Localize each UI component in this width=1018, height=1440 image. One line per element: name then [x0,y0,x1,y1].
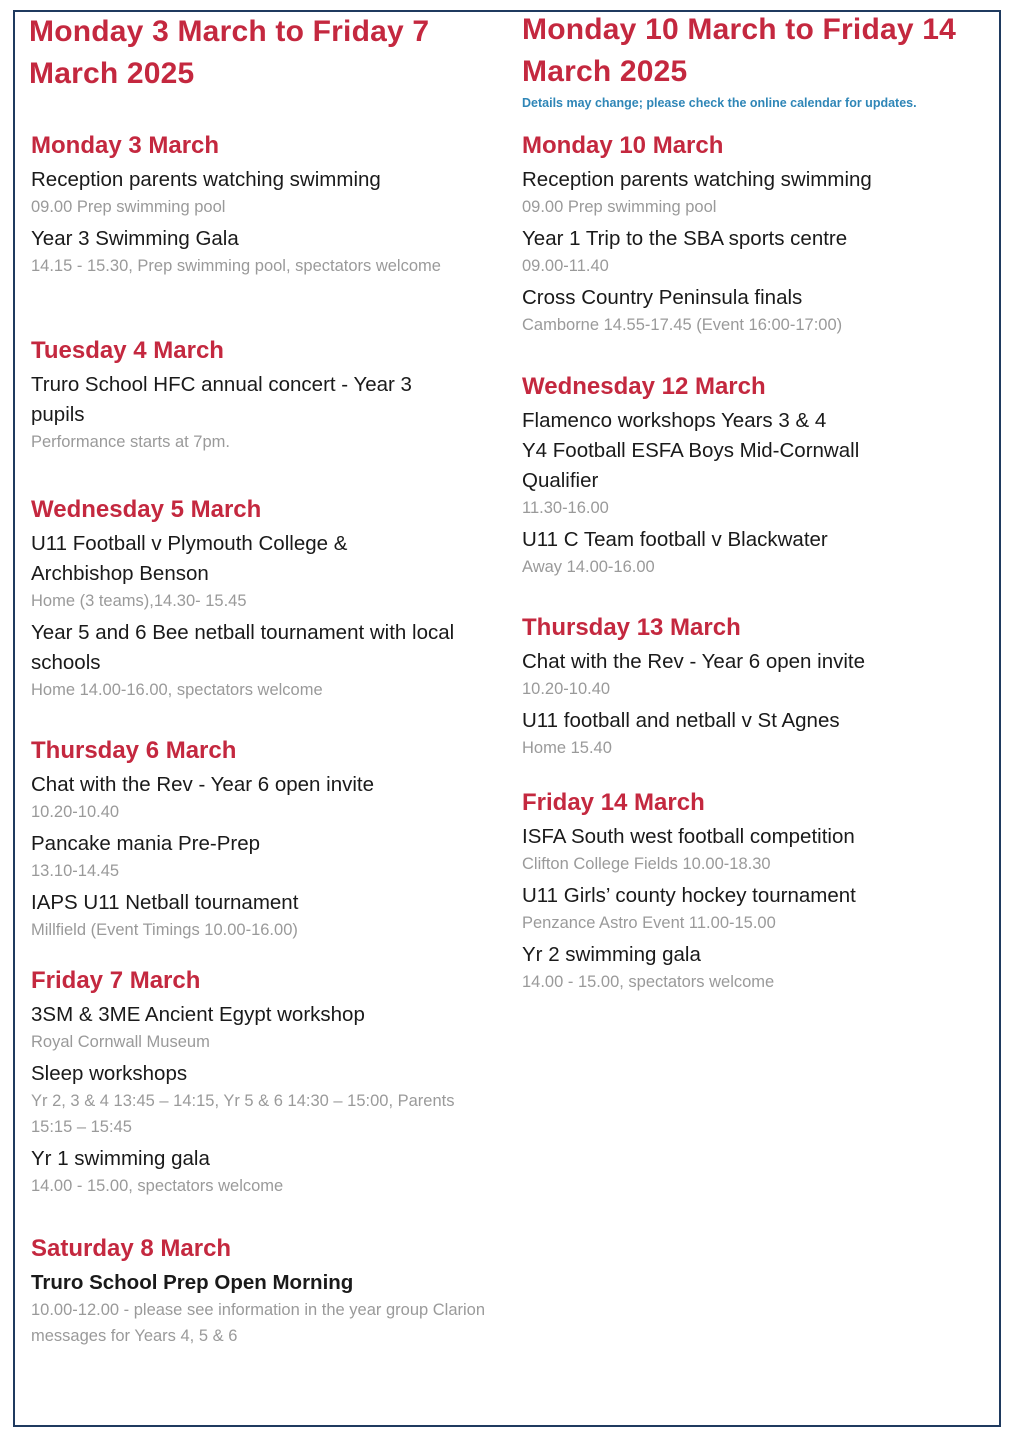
event-detail: Yr 2, 3 & 4 13:45 – 14:15, Yr 5 & 6 14:30 – 15:00, Parents 15:15 – 15:45 [31,1092,455,1136]
event-item [31,224,493,279]
event-item [31,1059,493,1140]
event-title: Reception parents watching swimming [31,168,381,191]
event-title: Y4 Football ESFA Boys Mid-Cornwall Qualifier [522,439,860,492]
event-item [522,647,992,702]
day-tuesday-4 [31,336,493,459]
event-detail: Royal Cornwall Museum [31,1033,210,1051]
event-title: IAPS U11 Netball tournament [31,891,299,914]
event-title: Year 5 and 6 Bee netball tournament with local schools [31,621,455,674]
calendar-note: Details may change; please check the online calendar for updates. [522,96,917,110]
day-friday-14 [522,788,992,999]
day-thursday-13 [522,613,992,765]
event-detail: Home (3 teams),14.30- 15.45 [31,592,247,610]
event-item [31,1000,493,1055]
event-title: U11 football and netball v St Agnes [522,709,840,732]
event-detail: Performance starts at 7pm. [31,433,230,451]
event-title: Cross Country Peninsula finals [522,286,803,309]
event-item [31,165,493,220]
event-detail: 11.30-16.00 [522,499,609,517]
day-heading: Friday 7 March [31,967,201,994]
day-wednesday-5 [31,495,493,707]
event-item [522,940,992,995]
event-item [522,436,992,521]
event-detail: Clifton College Fields 10.00-18.30 [522,855,771,873]
event-item [31,888,493,943]
event-title: Pancake mania Pre-Prep [31,832,261,855]
day-thursday-6 [31,736,493,947]
event-title: U11 Football v Plymouth College & Archbishop Benson [31,532,348,585]
event-item [522,822,992,877]
event-title: U11 C Team football v Blackwater [522,528,828,551]
event-item [31,529,493,614]
event-item [31,618,493,703]
event-item [522,881,992,936]
event-detail: 09.00 Prep swimming pool [522,198,717,216]
day-heading: Saturday 8 March [31,1235,232,1262]
event-title: Yr 2 swimming gala [522,943,701,966]
event-title: Year 1 Trip to the SBA sports centre [522,227,848,250]
day-wednesday-12 [522,372,992,584]
day-heading: Monday 3 March [31,132,220,159]
week-title: Monday 3 March to Friday 7 March 2025 [29,15,430,90]
event-detail: Home 15.40 [522,739,612,757]
event-detail: Away 14.00-16.00 [522,558,655,576]
event-item [522,525,992,580]
event-title: Flamenco workshops Years 3 & 4 [522,409,827,432]
day-friday-7 [31,966,493,1203]
day-saturday-8 [31,1234,493,1353]
event-detail: 14.00 - 15.00, spectators welcome [522,973,775,991]
event-title: Yr 1 swimming gala [31,1147,210,1170]
event-title: Chat with the Rev - Year 6 open invite [31,773,375,796]
event-item [522,165,992,220]
event-detail: 10.20-10.40 [31,803,120,821]
event-detail: 14.00 - 15.00, spectators welcome [31,1177,284,1195]
event-title: Truro School HFC annual concert - Year 3 pupils [31,373,412,426]
event-detail: Penzance Astro Event 11.00-15.00 [522,914,776,932]
event-item [31,770,493,825]
event-detail: Home 14.00-16.00, spectators welcome [31,681,323,699]
event-title: ISFA South west football competition [522,825,855,848]
day-heading: Friday 14 March [522,789,705,816]
day-monday-10 [522,131,992,342]
event-title: U11 Girls’ county hockey tournament [522,884,856,907]
event-title: Truro School Prep Open Morning [31,1271,354,1294]
event-detail: Millfield (Event Timings 10.00-16.00) [31,921,298,939]
event-detail: 09.00 Prep swimming pool [31,198,226,216]
event-title: Year 3 Swimming Gala [31,227,239,250]
event-item [31,829,493,884]
event-detail: Camborne 14.55-17.45 (Event 16:00-17:00) [522,316,843,334]
event-title: Reception parents watching swimming [522,168,872,191]
event-detail: 10.00-12.00 - please see information in the year group Clarion messages for Years 4, 5 & 6 [31,1301,486,1345]
event-title: Chat with the Rev - Year 6 open invite [522,650,866,673]
day-heading: Wednesday 12 March [522,373,766,400]
day-heading: Monday 10 March [522,132,724,159]
event-item [522,224,992,279]
day-heading: Thursday 6 March [31,737,237,764]
week-title: Monday 10 March to Friday 14 March 2025 [522,13,957,88]
event-detail: 14.15 - 15.30, Prep swimming pool, spectators welcome [31,257,441,275]
event-item [31,1268,493,1349]
day-heading: Wednesday 5 March [31,496,262,523]
event-detail: 09.00-11.40 [522,257,609,275]
day-heading: Thursday 13 March [522,614,741,641]
day-monday-3 [31,131,493,283]
day-heading: Tuesday 4 March [31,337,224,364]
event-detail: 10.20-10.40 [522,680,611,698]
event-item [31,370,493,455]
event-title: Sleep workshops [31,1062,188,1085]
event-item [522,283,992,338]
event-detail: 13.10-14.45 [31,862,120,880]
event-title: 3SM & 3ME Ancient Egypt workshop [31,1003,365,1026]
event-item [522,706,992,761]
event-item [522,406,992,436]
event-item [31,1144,493,1199]
